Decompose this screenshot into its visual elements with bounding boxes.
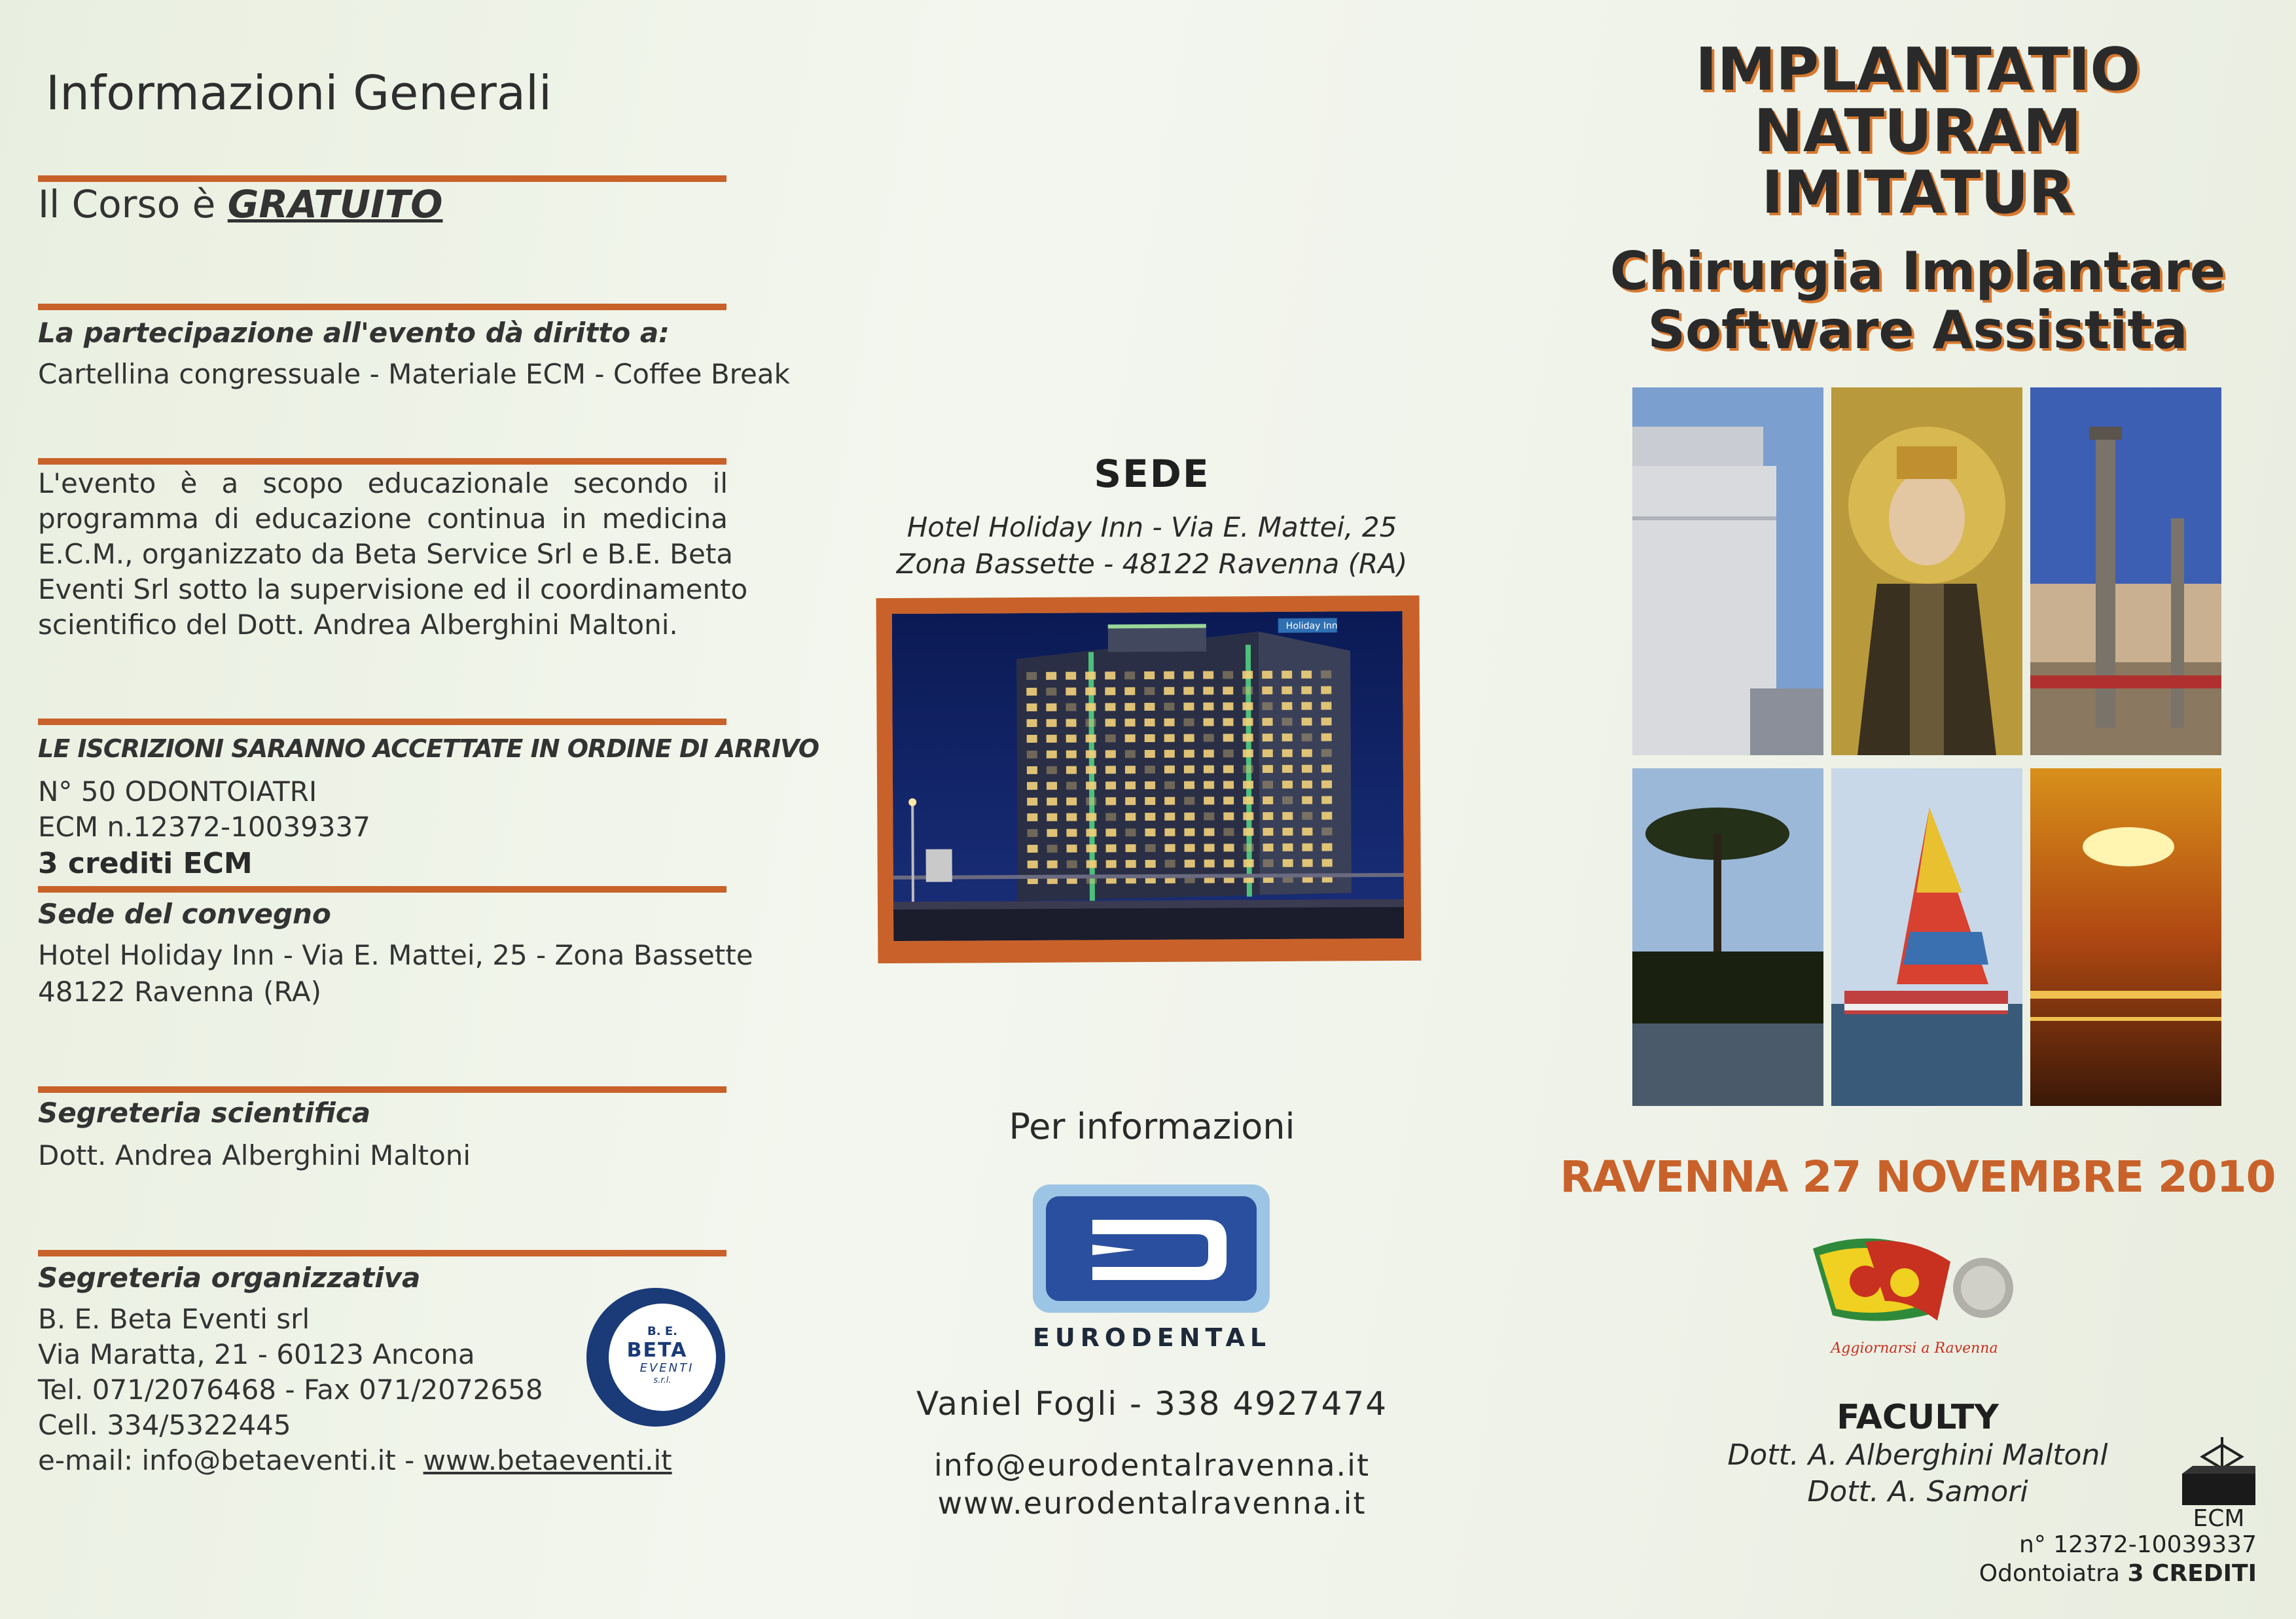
hotel-window	[1283, 859, 1293, 867]
hotel-window	[1086, 766, 1096, 774]
hotel-window	[1145, 813, 1155, 821]
hotel-window	[1105, 703, 1115, 711]
eurodental-contact: Vaniel Fogli - 338 4927474	[916, 1385, 1388, 1423]
photo-pine-lake	[1632, 768, 1823, 1106]
hotel-window	[1322, 859, 1333, 867]
hotel-window	[1282, 828, 1293, 836]
hotel-window	[1145, 734, 1155, 742]
hotel-window	[1223, 781, 1234, 789]
event-date: RAVENNA 27 NOVEMBRE 2010	[1560, 1152, 2276, 1202]
divider	[38, 458, 726, 465]
hotel-window	[1046, 688, 1056, 696]
hotel-window	[1028, 845, 1038, 853]
hotel-photo	[892, 611, 1405, 941]
hotel-window	[1282, 686, 1292, 694]
hotel-window	[1321, 734, 1332, 741]
hotel-window	[1047, 861, 1058, 868]
registration-ecm: ECM n.12372-10039337	[38, 811, 370, 843]
hotel-window	[1204, 718, 1214, 726]
venue-heading: Sede del convegno	[38, 898, 331, 930]
hotel-window	[1321, 749, 1332, 757]
education-line: programma di educazione continua in medicina	[38, 503, 728, 535]
hotel-window	[1067, 861, 1077, 868]
hotel-window	[1242, 686, 1253, 694]
hotel-window	[1126, 844, 1136, 852]
hotel-window	[1185, 860, 1195, 868]
hotel-window	[1164, 781, 1175, 789]
hotel-window	[1124, 703, 1135, 711]
education-paragraph	[38, 466, 748, 643]
hotel-window	[1301, 686, 1312, 694]
hotel-window	[1047, 798, 1057, 806]
hotel-window	[1223, 749, 1234, 757]
event-title-line: IMPLANTATIO	[1695, 35, 2140, 104]
faculty-title: FACULTY	[1837, 1398, 1999, 1437]
hotel-window	[1262, 702, 1272, 710]
hotel-window	[1126, 860, 1136, 868]
faculty-member: Dott. A. Alberghini Maltonl	[1727, 1438, 2108, 1472]
hotel-window	[1144, 703, 1155, 711]
hotel-window	[1321, 702, 1331, 710]
hotel-window	[1066, 672, 1076, 680]
hotel-window	[1066, 766, 1077, 774]
hotel-window	[1243, 812, 1253, 820]
hotel-window	[1183, 703, 1194, 711]
hotel-window	[1086, 844, 1097, 852]
hotel-window	[1223, 686, 1233, 694]
hotel-window	[1203, 686, 1213, 694]
hotel-window	[1263, 765, 1273, 773]
hotel-window	[1105, 781, 1116, 789]
hotel-window	[1145, 860, 1156, 868]
general-info-title: Informazioni Generali	[46, 65, 552, 120]
hotel-window	[1223, 718, 1234, 726]
ecm-credits: 3 CREDITI	[2127, 1560, 2257, 1587]
free-prefix: Il Corso è	[38, 182, 216, 226]
hotel-window	[1165, 860, 1175, 868]
hotel-window	[1184, 719, 1194, 726]
hotel-window	[1027, 829, 1037, 837]
hotel-window	[1263, 718, 1273, 726]
hotel-window	[1224, 859, 1234, 867]
hotel-window	[1223, 671, 1233, 679]
hotel-window	[1086, 813, 1096, 821]
divider	[38, 1086, 726, 1093]
hotel-window	[1086, 781, 1096, 789]
hotel-window	[1244, 844, 1254, 851]
ecm-credits-line	[1898, 1560, 2257, 1587]
hotel-window	[1105, 828, 1116, 836]
hotel-window	[1321, 686, 1331, 694]
hotel-window	[1184, 828, 1194, 836]
hotel-window	[1282, 671, 1292, 679]
free-course-line	[38, 182, 442, 226]
photo-sailboat	[1831, 768, 2022, 1106]
participation-items: Cartellina congressuale - Materiale ECM - Coffee Break	[38, 358, 790, 390]
hotel-window	[1066, 719, 1077, 727]
hotel-window	[1263, 859, 1274, 867]
hotel-window	[1204, 844, 1215, 851]
hotel-window	[1086, 719, 1096, 726]
hotel-window	[1026, 672, 1037, 680]
hotel-window	[1242, 702, 1253, 710]
divider	[38, 886, 726, 893]
venue-line: Hotel Holiday Inn - Via E. Mattei, 25 - Zona Bassette	[38, 939, 753, 971]
hotel-window	[1028, 861, 1038, 868]
hotel-window	[1321, 812, 1332, 820]
education-line: L'evento è a scopo educazionale secondo il	[38, 467, 728, 499]
eurodental-website[interactable]: www.eurodentalravenna.it	[937, 1486, 1367, 1521]
divider	[38, 1250, 726, 1256]
hotel-window	[1183, 671, 1194, 679]
hotel-window	[1184, 797, 1194, 805]
hotel-window	[1085, 687, 1096, 695]
venue-line: 48122 Ravenna (RA)	[38, 976, 321, 1008]
eurodental-name: EURODENTAL	[1032, 1323, 1272, 1352]
hotel-window	[1026, 703, 1037, 711]
hotel-window	[1145, 844, 1156, 852]
hotel-window	[1085, 671, 1096, 679]
hotel-window	[1321, 796, 1332, 804]
hotel-window	[1262, 686, 1272, 694]
hotel-window	[1105, 734, 1116, 742]
hotel-window	[1302, 812, 1312, 820]
hotel-window	[1086, 797, 1096, 805]
organizing-secretariat-heading: Segreteria organizzativa	[38, 1262, 421, 1294]
hotel-window	[1105, 813, 1116, 821]
hotel-window	[1263, 844, 1274, 851]
hotel-window	[1204, 812, 1214, 820]
hotel-window	[1204, 749, 1214, 757]
hotel-window	[1223, 828, 1234, 836]
hotel-window	[1183, 687, 1194, 695]
hotel-window	[1164, 750, 1175, 758]
hotel-window	[1185, 844, 1195, 852]
beta-eventi-logo	[585, 1287, 726, 1428]
hotel-window	[1027, 751, 1037, 758]
hotel-window	[1242, 671, 1253, 679]
org-email: e-mail: info@betaeventi.it -	[38, 1444, 423, 1476]
hotel-window	[1066, 829, 1077, 837]
hotel-window	[1263, 812, 1273, 820]
hotel-window	[1145, 750, 1155, 758]
hotel-window	[1302, 734, 1312, 741]
hotel-window	[1204, 734, 1214, 741]
hotel-window	[1125, 813, 1136, 821]
hotel-window	[1243, 734, 1253, 741]
venue-address-line: Zona Bassette - 48122 Ravenna (RA)	[896, 548, 1408, 580]
hotel-window	[1243, 765, 1253, 773]
hotel-window	[1321, 718, 1332, 726]
hotel-window	[1105, 797, 1116, 805]
free-word: GRATUITO	[227, 182, 443, 226]
org-name: B. E. Beta Eventi srl	[38, 1303, 310, 1335]
scientific-secretariat-name: Dott. Andrea Alberghini Maltoni	[38, 1139, 471, 1171]
hotel-window	[1047, 735, 1057, 743]
hotel-window	[1125, 828, 1136, 836]
hotel-window	[1302, 765, 1312, 773]
hotel-window	[1283, 844, 1293, 851]
beta-logo-main: BETA	[626, 1339, 688, 1362]
hotel-window	[1204, 781, 1214, 789]
hotel-window	[1243, 781, 1253, 789]
org-website-link[interactable]: www.betaeventi.it	[423, 1444, 672, 1476]
hotel-window	[1027, 735, 1037, 743]
participation-heading: La partecipazione all'evento dà diritto a:	[38, 317, 670, 349]
hotel-window	[1165, 844, 1175, 852]
divider	[38, 719, 726, 725]
hotel-window	[1302, 718, 1312, 726]
hotel-window	[1204, 796, 1214, 804]
scientific-secretariat-heading: Segreteria scientifica	[38, 1097, 371, 1129]
photo-mosaic	[1831, 387, 2022, 755]
hotel-window	[1302, 844, 1313, 851]
eurodental-links	[877, 1446, 1427, 1522]
hotel-window	[1244, 859, 1254, 867]
hotel-window	[1223, 765, 1234, 773]
hotel-window	[1302, 781, 1312, 789]
hotel-window	[1282, 765, 1293, 773]
hotel-window	[1204, 859, 1215, 867]
hotel-window	[1124, 671, 1135, 679]
hotel-window	[1066, 782, 1077, 790]
event-title-line: IMITATUR	[1761, 158, 2074, 227]
beta-logo-top: B. E.	[647, 1325, 677, 1338]
hotel-window	[1223, 796, 1234, 804]
photo-columns	[2030, 387, 2221, 755]
hotel-window	[1243, 718, 1253, 726]
ecm-number: n° 12372-10039337	[2018, 1531, 2257, 1558]
hotel-window	[1184, 813, 1194, 821]
hotel-window	[1164, 813, 1175, 821]
education-line: E.C.M., organizzato da Beta Service Srl e B.E. Beta	[38, 538, 734, 570]
ecm-label: ECM	[2193, 1505, 2245, 1532]
hotel-window	[1302, 796, 1312, 804]
hotel-window	[1066, 751, 1077, 758]
event-title-line: NATURAM	[1753, 97, 2082, 166]
hotel-window	[1243, 749, 1253, 757]
hotel-window	[1144, 687, 1155, 695]
hotel-window	[1301, 671, 1312, 679]
hotel-window	[1144, 671, 1155, 679]
beta-logo-sub: EVENTI	[639, 1361, 694, 1375]
hotel-window	[1302, 859, 1313, 867]
hotel-window	[1263, 781, 1273, 789]
education-line: scientifico del Dott. Andrea Alberghini Maltoni.	[38, 609, 678, 641]
hotel-window	[1204, 765, 1214, 773]
education-line: Eventi Srl sotto la supervisione ed il coordinamento	[38, 573, 748, 605]
hotel-window	[1263, 749, 1273, 757]
hotel-window	[1282, 718, 1293, 726]
hotel-window	[1027, 719, 1037, 727]
hotel-window	[1066, 703, 1076, 711]
photo-mausoleum	[1632, 387, 1823, 755]
venue-title: SEDE	[1094, 452, 1210, 496]
hotel-window	[1047, 751, 1057, 758]
hotel-window	[1224, 844, 1234, 851]
hotel-window	[1321, 765, 1332, 773]
hotel-window	[1047, 766, 1057, 774]
hotel-window	[1282, 796, 1293, 804]
hotel-photo-frame	[876, 596, 1422, 963]
hotel-window	[1184, 750, 1194, 758]
hotel-window	[1086, 734, 1096, 742]
hotel-window	[1164, 828, 1175, 836]
faculty-names	[1689, 1437, 2147, 1510]
hotel-window	[1243, 828, 1253, 836]
hotel-window	[1282, 734, 1293, 741]
hotel-window	[1184, 766, 1194, 774]
hotel-window	[1223, 734, 1234, 741]
hotel-window	[1066, 735, 1077, 743]
hotel-window	[1145, 828, 1155, 836]
event-subtitle-line: Chirurgia Implantare	[1609, 241, 2226, 302]
hotel-window	[1164, 734, 1175, 742]
hotel-window	[1047, 813, 1057, 821]
hotel-window	[1164, 687, 1174, 695]
divider	[38, 175, 726, 182]
hotel-window	[1321, 781, 1332, 789]
hotel-window	[1046, 672, 1056, 680]
hotel-window	[1262, 671, 1272, 679]
hotel-window	[1086, 750, 1096, 758]
hotel-window	[1047, 719, 1057, 727]
hotel-window	[1125, 719, 1136, 726]
hotel-window	[1047, 829, 1057, 837]
ravenna-emblem	[1806, 1229, 2022, 1360]
hotel-window	[1027, 766, 1037, 774]
hotel-window	[1301, 702, 1312, 710]
hotel-window	[1026, 688, 1037, 696]
hotel-window	[1105, 719, 1116, 726]
hotel-window	[1263, 796, 1273, 804]
hotel-window	[1164, 671, 1174, 679]
hotel-window	[1164, 766, 1175, 774]
registration-seats: N° 50 ODONTOIATRI	[38, 775, 317, 808]
hotel-window	[1282, 781, 1293, 789]
hotel-window	[1282, 749, 1293, 757]
hotel-window	[1085, 703, 1096, 711]
org-cell: Cell. 334/5322445	[38, 1409, 291, 1441]
hotel-window	[1066, 798, 1077, 806]
hotel-window	[1125, 750, 1136, 758]
hotel-window	[1125, 734, 1136, 742]
info-label: Per informazioni	[1009, 1106, 1295, 1147]
hotel-window	[1203, 702, 1213, 710]
photo-sunset	[2030, 768, 2221, 1106]
hotel-window	[1184, 781, 1194, 789]
hotel-window	[1124, 687, 1135, 695]
hotel-window	[1145, 719, 1155, 726]
hotel-window	[1243, 796, 1253, 804]
beta-logo-tail: s.r.l.	[653, 1376, 672, 1385]
registration-heading: LE ISCRIZIONI SARANNO ACCETTATE IN ORDINE DI ARRIVO	[38, 734, 819, 763]
hotel-window	[1302, 828, 1312, 836]
hotel-window	[1027, 813, 1037, 821]
hotel-window	[1263, 734, 1273, 741]
hotel-window	[1203, 671, 1213, 679]
hotel-window	[1223, 812, 1234, 820]
venue-address	[851, 509, 1453, 582]
hotel-window	[1066, 813, 1077, 821]
hotel-window	[1027, 798, 1037, 806]
hotel-window	[1321, 828, 1332, 836]
hotel-window	[1282, 812, 1293, 820]
org-address: Via Maratta, 21 - 60123 Ancona	[38, 1338, 475, 1370]
hotel-window	[1047, 845, 1058, 853]
venue-address-line: Hotel Holiday Inn - Via E. Mattei, 25	[906, 511, 1397, 543]
hotel-window	[1047, 782, 1057, 790]
hotel-window	[1145, 781, 1155, 789]
hotel-window	[1105, 766, 1116, 774]
hotel-window	[1321, 671, 1331, 679]
hotel-window	[1066, 688, 1076, 696]
hotel-window	[1164, 703, 1174, 711]
hotel-window	[1263, 828, 1273, 836]
hotel-window	[1106, 860, 1117, 868]
hotel-window	[1105, 750, 1116, 758]
org-phone: Tel. 071/2076468 - Fax 071/2072658	[38, 1374, 543, 1406]
divider	[38, 304, 726, 310]
hotel-window	[1164, 797, 1175, 805]
hotel-window	[1145, 797, 1155, 805]
hotel-window	[1046, 703, 1056, 711]
hotel-window	[1302, 749, 1312, 757]
hotel-window	[1106, 844, 1117, 852]
event-subtitle-line: Software Assistita	[1647, 300, 2188, 361]
hotel-window	[1204, 828, 1214, 836]
hotel-window	[1125, 797, 1136, 805]
hotel-window	[1125, 766, 1136, 774]
emblem-motto: Aggiornarsi a Ravenna	[1831, 1340, 1998, 1357]
hotel-window	[1067, 845, 1077, 853]
hotel-window	[1125, 781, 1136, 789]
hotel-window	[1145, 766, 1155, 774]
eurodental-email[interactable]: info@eurodentalravenna.it	[934, 1448, 1370, 1483]
hotel-window	[1164, 719, 1175, 726]
hotel-window	[1184, 734, 1194, 742]
hotel-window	[1086, 860, 1097, 868]
faculty-member: Dott. A. Samori	[1807, 1475, 2028, 1508]
hotel-sign: Holiday Inn	[1285, 620, 1338, 632]
hotel-window	[1322, 844, 1333, 851]
hotel-window	[1027, 782, 1037, 790]
hotel-window	[1282, 702, 1292, 710]
hotel-window	[1105, 687, 1115, 695]
ecm-role: Odontoiatra	[1979, 1560, 2120, 1587]
hotel-window	[1086, 828, 1096, 836]
hotel-window	[1105, 671, 1115, 679]
org-contact-line	[38, 1442, 672, 1478]
event-title	[1584, 35, 2251, 227]
registration-credits: 3 crediti ECM	[38, 847, 253, 880]
hotel-window	[1223, 702, 1233, 710]
event-subtitle	[1571, 242, 2265, 360]
